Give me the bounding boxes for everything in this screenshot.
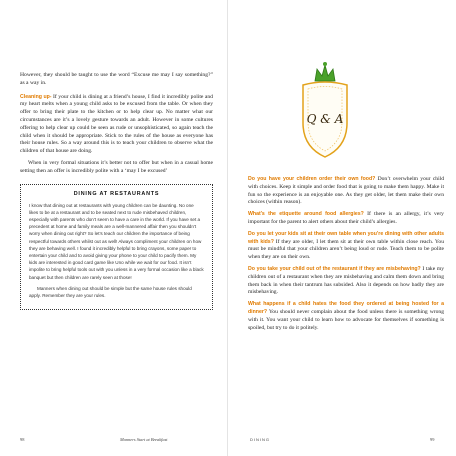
box-title: DINING AT RESTAURANTS bbox=[73, 190, 160, 197]
left-page-number: 98 bbox=[20, 437, 25, 442]
cleaning-up-paragraph bbox=[20, 94, 213, 156]
qa-item-3 bbox=[248, 231, 444, 262]
left-running-title: Manners Start at Breakfast bbox=[120, 437, 168, 442]
formal-paragraph: When in very formal situations it’s better not to offer but when in a casual home setting then an offer is incredibly polite with a ‘may I be excused’ bbox=[20, 159, 213, 174]
right-page-number: 99 bbox=[430, 437, 435, 442]
qa-item-4 bbox=[248, 266, 444, 297]
crown-jewel-icon bbox=[323, 62, 327, 66]
qa-question: Do you let your kids sit at their own table when you’re dining with other adults with kids? bbox=[248, 230, 444, 245]
qa-answer: You should never complain about the food unless there is something wrong with it. You want your child to learn how to advocate for themselves if something is spoiled, but try to do it politely. bbox=[248, 308, 444, 331]
qa-question: Do you take your child out of the restaurant if they are misbehaving? bbox=[248, 265, 421, 272]
qa-item-1 bbox=[248, 176, 444, 207]
qa-question: What happens if a child hates the food they ordered at being hosted for a dinner? bbox=[248, 301, 444, 315]
qa-item-5 bbox=[248, 301, 444, 332]
cleaning-up-text: If your child is dining at a friend’s house, I find it incredibly polite and my heart melts when a young child asks to be excused from the table. Or when they offer to bring their plate to the kitchen or to help clear up. No matter what our circumstances are it’s a lovely gesture towards an adult. However in some cultures offering to help clear up could be seen as rude or unsophisticated, so again teach the child when it should be appropriate. Stick to the rules of the house as everyone has their house rules. So a way around this is to teach your children to observe what the children of that house are doing. bbox=[20, 93, 213, 155]
qa-answer: If they are older, I let them sit at their own table within close reach. You must be mindful that your children aren’t being loud or rude. Teach them to be polite when they are on their own. bbox=[248, 238, 444, 261]
qa-item-2 bbox=[248, 211, 444, 227]
qa-question: Do you have your children order their own food? bbox=[248, 176, 376, 182]
qa-section bbox=[248, 176, 444, 336]
emblem-text: Q & A bbox=[306, 112, 344, 126]
qa-question: What’s the etiquette around food allergies? bbox=[248, 211, 364, 218]
dining-at-restaurants-box bbox=[20, 184, 213, 311]
qa-answer: If there is an allergy, it’s very important for the parent to alert others about their child’s allergies. bbox=[248, 211, 444, 225]
box-paragraph-1: I know that dining out at restaurants with young children can be daunting. No one likes to be at a restaurant and to be seated next to rude misbehaved children, especially with parents who don’t seem to have a care in the world. If you have set a precedent at home and family meals are a well-mannered affair then you shouldn’t worry when dining out right? So let’s teach our children the importance of being respectful towards others whilst out as well! Always compliment your children on how they are behaving well. I found it incredibly helpful to bring crayons, some paper to entertain your child and to avoid giving your phone to your child to pacify them. My kids are interested in good card game like Uno while we wait for our food. It isn’t impolite to bring helpful tools out with you unless in a very formal occasion like a black banquet but then children are rarely seen at those! bbox=[29, 202, 204, 280]
crown-shield-icon bbox=[295, 55, 355, 165]
right-running-head: DINING bbox=[250, 437, 270, 442]
crown-icon bbox=[315, 65, 335, 81]
qa-answer: I take my children out of a restaurant when they are misbehaving and calm them down and bring them back in when their tantrum has subsided. Also it depends on how badly they are misbehaving. bbox=[248, 265, 445, 296]
box-paragraph-2: Manners when dining out should be simple but the same house rules should apply. Remember they are your rules. bbox=[29, 285, 192, 298]
qa-answer: Don’t overwhelm your child with choices. Keep it simple and order food that is going to make them happy. Make it fun so the experience is an enjoyable one. As they get older, let them make their own choices (within reason). bbox=[248, 176, 445, 206]
intro-paragraph: However, they should be taught to use the word “Excuse me may I say something?” as a way in. bbox=[20, 72, 213, 86]
cleaning-up-label: Cleaning up- bbox=[20, 93, 52, 100]
